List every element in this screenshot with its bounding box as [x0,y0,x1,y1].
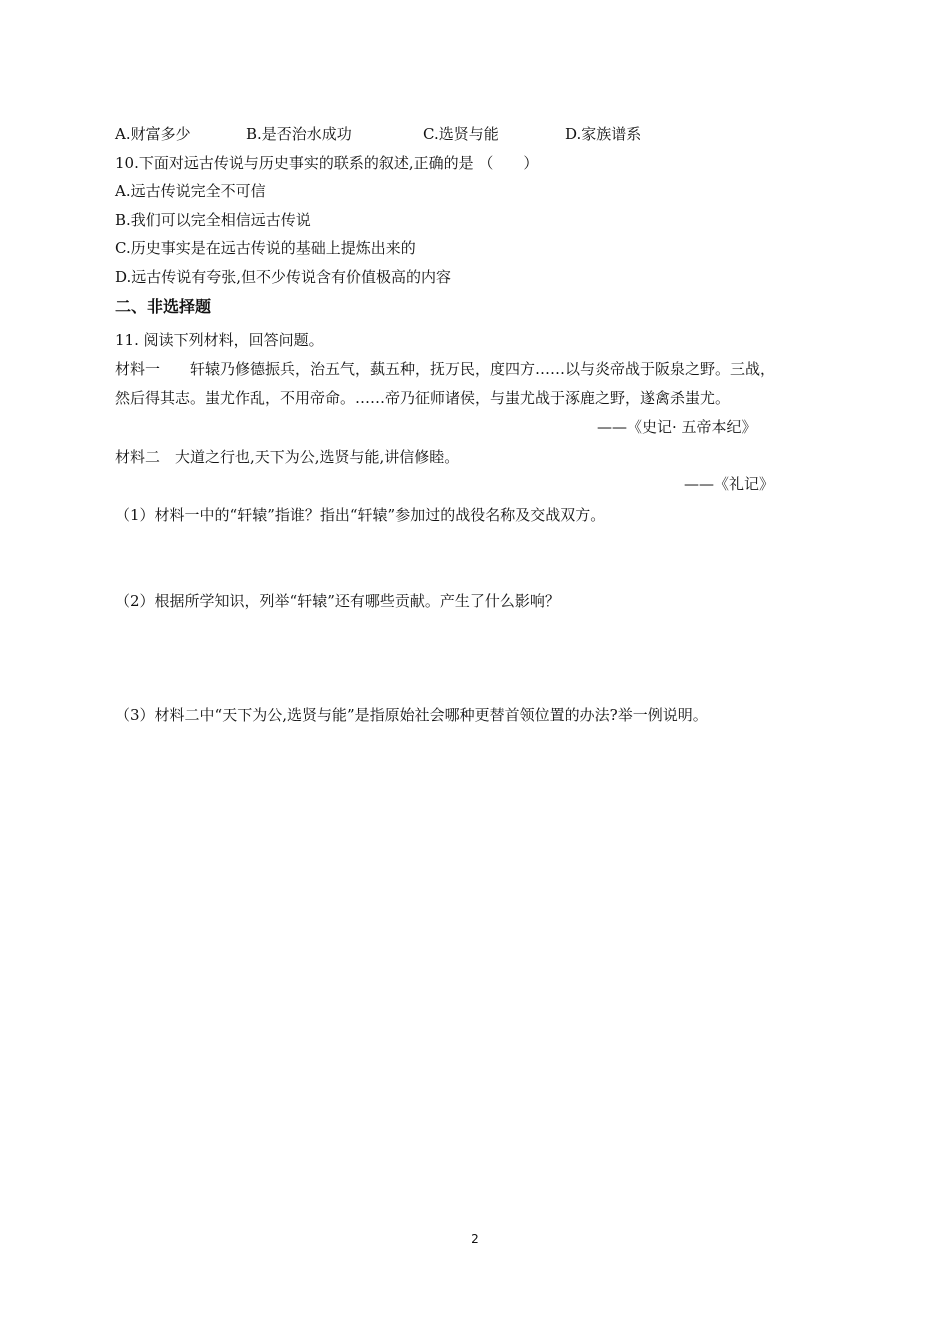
material2-source: ——《礼记》 [684,475,775,493]
q10-option-a: A.远古传说完全不可信 [115,182,266,200]
material1-source: ——《史记· 五帝本纪》 [597,418,757,436]
page-number: 2 [471,1232,479,1246]
q9-option-b: B.是否治水成功 [246,125,352,143]
section-heading: 二、非选择题 [115,297,212,316]
q9-option-c: C.选贤与能 [423,125,499,143]
q9-option-a: A.财富多少 [115,125,191,143]
q9-options [115,124,641,144]
q10-option-c: C.历史事实是在远古传说的基础上提炼出来的 [115,239,416,257]
q10-option-b: B.我们可以完全相信远古传说 [115,211,311,229]
sub-question-3: （3）材料二中“天下为公,选贤与能”是指原始社会哪种更替首领位置的办法?举一例说明。 [115,706,708,724]
q9-option-d: D.家族谱系 [565,125,642,143]
material1-line2: 然后得其志。蚩尤作乱，不用帝命。……帝乃征师诸侯，与蚩尤战于涿鹿之野，遂禽杀蚩尤。 [115,389,731,407]
material1-line1: 材料一 轩辕乃修德振兵，治五气，蓺五种，抚万民，度四方……以与炎帝战于阪泉之野。三战， [115,360,776,378]
q10-option-d: D.远古传说有夸张,但不少传说含有价值极高的内容 [115,268,452,286]
material2: 材料二 大道之行也,天下为公,选贤与能,讲信修睦。 [115,448,460,466]
q10-stem: 10.下面对远古传说与历史事实的联系的叙述,正确的是 （ ） [115,154,539,172]
sub-question-1: （1）材料一中的“轩辕”指谁？指出“轩辕”参加过的战役名称及交战双方。 [115,506,606,524]
sub-question-2: （2）根据所学知识，列举“轩辕”还有哪些贡献。产生了什么影响？ [115,592,560,610]
q11-stem: 11. 阅读下列材料，回答问题。 [115,331,324,349]
